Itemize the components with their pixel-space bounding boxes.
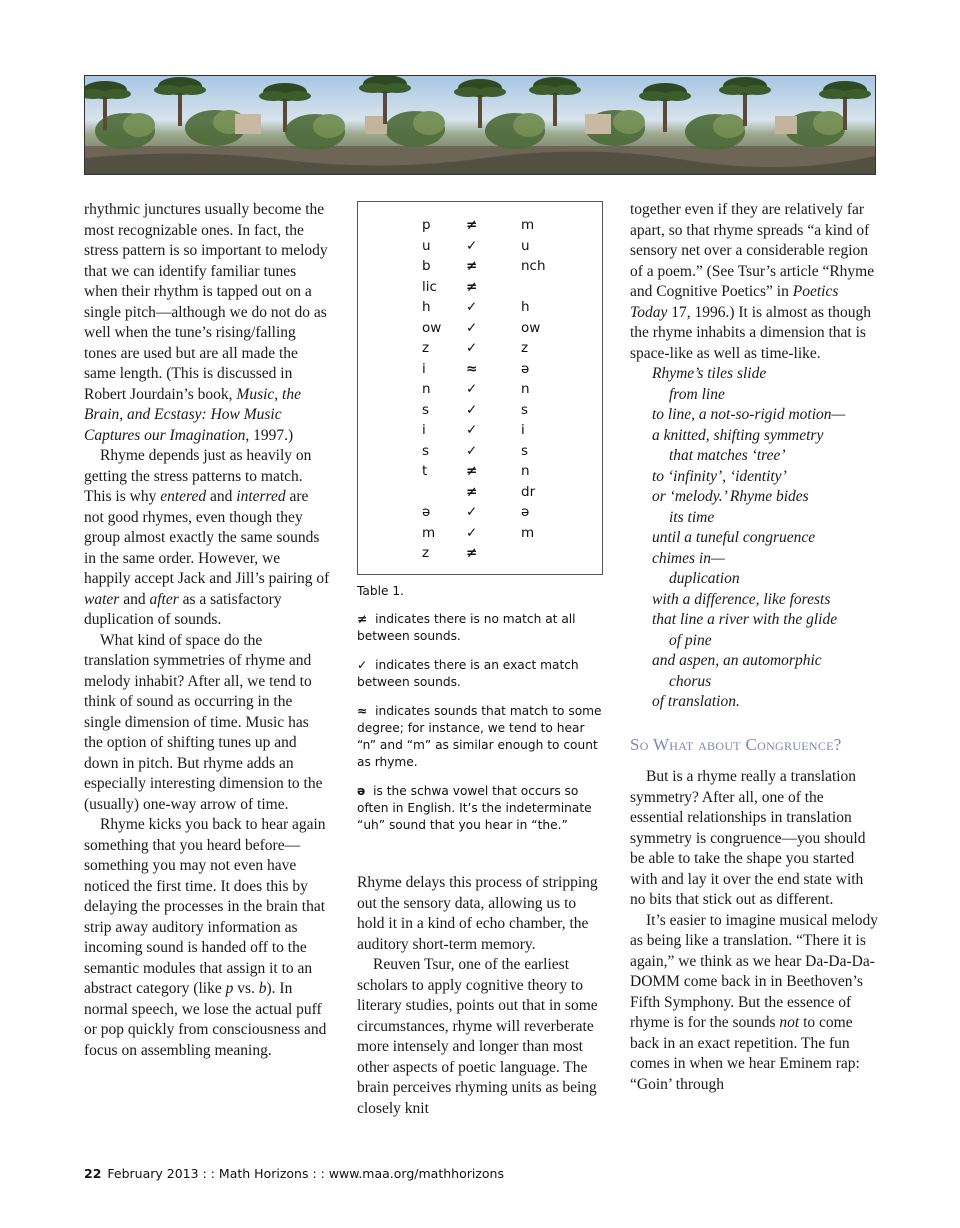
poem-line: chimes in— [652, 549, 725, 567]
footer-text: February 2013 : : Math Horizons : : www.maa.org/mathhorizons [107, 1166, 504, 1181]
match-symbol: ✓ [466, 401, 478, 418]
table-row [358, 258, 602, 279]
table-row [358, 504, 602, 525]
poem-line: its time [669, 508, 715, 526]
panorama-image [85, 76, 875, 174]
match-symbol: ✓ [466, 442, 478, 459]
table-row [358, 545, 602, 566]
poem-line: a knitted, shifting symmetry [652, 426, 824, 444]
table-row [358, 402, 602, 423]
match-symbol: ✓ [466, 237, 478, 254]
table-row [358, 217, 602, 238]
table-row [358, 525, 602, 546]
page-number: 22 [84, 1166, 102, 1181]
sound-left: u [422, 237, 431, 254]
sound-right: m [521, 524, 535, 541]
sound-right: nch [521, 258, 546, 274]
match-symbol: ✓ [466, 381, 478, 397]
sound-left: i [422, 422, 426, 438]
table-row [358, 279, 602, 300]
sound-left: z [422, 545, 430, 561]
sound-left: p [422, 217, 431, 233]
sound-right: i [521, 422, 525, 438]
sound-left: s [422, 401, 430, 418]
match-symbol: ≠ [466, 483, 478, 500]
match-symbol: ≠ [466, 258, 478, 274]
legend-item-partial-match: ≈ indicates sounds that match to some degree; for instance, we tend to hear “n” and “m” as similar enough to count as rhyme. [357, 704, 602, 769]
sound-left: z [422, 340, 430, 356]
column-middle-text [357, 873, 603, 1119]
poem-line: duplication [669, 570, 740, 587]
sound-right: dr [521, 483, 536, 500]
legend-item-schwa: ə is the schwa vowel that occurs so often in English. It’s the indeterminate “uh” sound that you hear in “the.” [357, 784, 592, 832]
checkmark-icon: ✓ [357, 658, 368, 672]
poem-line: and aspen, an automorphic [652, 652, 822, 669]
poem-line: that matches ‘tree’ [669, 447, 786, 464]
poem-line: of pine [669, 631, 712, 649]
rhyme-comparison-table [357, 201, 603, 575]
sound-right: h [521, 299, 530, 315]
match-symbol: ✓ [466, 504, 478, 520]
paragraph: But is a rhyme really a translation symmetry? After all, one of the essential relationships in translation symmetry is congruence—you should be able to take the shape you started with and lay it over the end state with no bits that stick out as different. [630, 768, 866, 908]
match-symbol: ✓ [466, 319, 478, 336]
legend-item-no-match: ≠ indicates there is no match at all between sounds. [357, 612, 576, 643]
sound-left: b [422, 258, 431, 274]
sound-left: s [422, 442, 430, 459]
sound-right: ə [521, 360, 530, 377]
sound-right: u [521, 237, 530, 254]
approx-symbol: ≈ [357, 704, 368, 718]
poem-line: of translation. [652, 693, 740, 710]
poem-line: until a tuneful congruence [652, 529, 816, 546]
sound-left: i [422, 360, 426, 377]
match-symbol: ≠ [466, 278, 478, 295]
paragraph: rhythmic junctures usually become the most recognizable ones. In fact, the stress pattern is so important to melody that we can identify familiar tunes when their rhythm is tapped out on a single pitch—although we do not do as well when the tune’s rising/falling tones are used but are all made the same length. (This is discussed in Robert Jourdain’s book, Music, the Brain, and Ecstasy: How Music Captures our Imagination, 1997.) [84, 201, 328, 444]
match-symbol: ≠ [466, 545, 478, 561]
not-equal-symbol: ≠ [357, 612, 368, 626]
table-row [358, 484, 602, 505]
match-symbol: ✓ [466, 340, 478, 356]
paragraph: It’s easier to imagine musical melody as being like a translation. “There it is again,” we think as we hear Da-Da-Da-DOMM come back in in Beethoven’s Fifth Symphony. But the essence of rhyme is for the sounds not to come back in an exact repetition. The fun comes in when we hear Eminem rap: “Goin’ through [630, 911, 879, 1093]
sound-right: s [521, 401, 529, 418]
table-caption [357, 583, 605, 846]
section-heading: So What about Congruence? [630, 734, 842, 754]
page-footer [84, 1166, 504, 1181]
poem-line: with a difference, like forests [652, 590, 831, 608]
poem-line: that line a river with the glide [652, 611, 838, 628]
schwa-symbol: ə [357, 784, 366, 798]
sound-left: ow [422, 319, 442, 336]
sound-right: n [521, 381, 530, 397]
poem-line: to ‘infinity’, ‘identity’ [652, 467, 787, 485]
sound-left: m [422, 524, 436, 541]
table-row [358, 238, 602, 259]
table-row [358, 361, 602, 382]
sound-right: ə [521, 504, 530, 520]
sound-left: h [422, 299, 431, 315]
table-title: Table 1. [357, 584, 405, 598]
sound-left: ə [422, 504, 431, 520]
paragraph: together even if they are relatively far apart, so that rhyme spreads “a kind of sensory net over a considerable region of a poem.” (See Tsur’s article “Rhyme and Cognitive Poetics” in Poetics Today 17, 1996.) It is almost as though the rhyme inhabits a dimension that is space-like as well as time-like. [630, 201, 875, 362]
column-left [84, 200, 330, 1061]
poem-line: Rhyme’s tiles slide [652, 365, 767, 382]
sound-left: t [422, 463, 428, 479]
table-row [358, 443, 602, 464]
paragraph: What kind of space do the translation symmetries of rhyme and melody inhabit? After all, we tend to think of sound as occurring in the single dimension of time. Music has the option of shifting tunes up and down in pitch. But rhyme adds an especially interesting dimension to the (usually) one-way arrow of time. [84, 631, 323, 813]
sound-right: n [521, 463, 530, 479]
sound-right: s [521, 442, 529, 459]
header-banner-photo [84, 75, 876, 175]
poem-line: from line [669, 385, 725, 403]
table-row [358, 299, 602, 320]
table-row [358, 381, 602, 402]
match-symbol: ≠ [466, 463, 478, 479]
sound-left: lic [422, 278, 437, 295]
poem-line: to line, a not-so-rigid motion— [652, 406, 846, 423]
poem-line: chorus [669, 672, 712, 690]
paragraph: Rhyme delays this process of stripping out the sensory data, allowing us to hold it in a kind of echo chamber, the auditory short-term memory. [357, 874, 598, 953]
table-row [358, 463, 602, 484]
sound-right: m [521, 217, 535, 233]
match-symbol: ✓ [466, 299, 478, 315]
match-symbol: ≠ [466, 217, 478, 233]
match-symbol: ✓ [466, 422, 478, 438]
sound-right: ow [521, 319, 541, 336]
paragraph: Rhyme depends just as heavily on getting the stress patterns to match. This is why entered and interred are not good rhymes, even though they group almost exactly the same sounds in the same order. However, we happily accept Jack and Jill’s pairing of water and after as a satisfactory duplication of sounds. [84, 447, 330, 628]
table-row [358, 340, 602, 361]
paragraph: Reuven Tsur, one of the earliest scholars to apply cognitive theory to literary studies, points out that in some circumstances, rhyme will reverberate more intensely and longer than most other aspects of poetic language. The brain perceives rhyming units as being closely knit [357, 956, 598, 1117]
legend-item-exact-match: ✓ indicates there is an exact match between sounds. [357, 658, 579, 689]
table-row [358, 422, 602, 443]
poem-line: or ‘melody.’ Rhyme bides [652, 488, 809, 505]
sound-left: n [422, 381, 431, 397]
paragraph: Rhyme kicks you back to hear again something that you heard before—something you may not even have noticed the first time. It does this by delaying the processes in the brain that strip away auditory information as incoming sound is handed off to the semantic modules that assign it to an abstract category (like p vs. b). In normal speech, we lose the actual puff or pop quickly from consciousness and focus on assembling meaning. [84, 816, 327, 1059]
match-symbol: ✓ [466, 524, 478, 541]
match-symbol: ≈ [466, 360, 478, 377]
poem [630, 364, 878, 713]
column-right [630, 200, 878, 1095]
table-row [358, 320, 602, 341]
sound-right: z [521, 340, 529, 356]
